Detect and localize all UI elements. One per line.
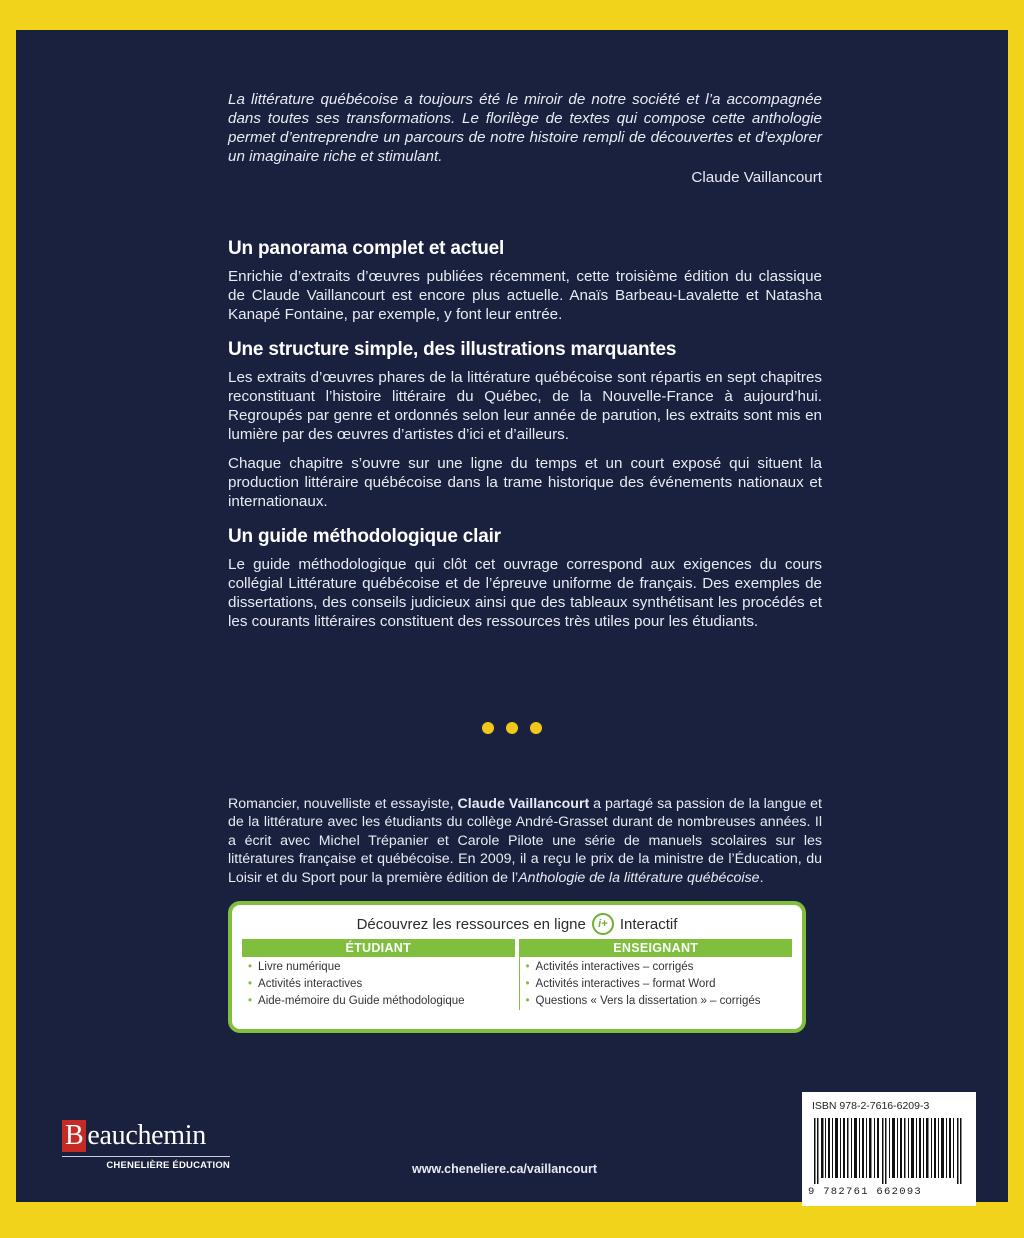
section-title: Un guide méthodologique clair: [228, 526, 501, 547]
barcode-icon: [812, 1118, 966, 1184]
barcode-box: [802, 1092, 976, 1206]
logo-subtitle: CHENELIÈRE ÉDUCATION: [106, 1160, 230, 1171]
separator-dots: [482, 722, 542, 734]
logo-divider: [62, 1156, 230, 1157]
cover-panel: [16, 30, 1008, 1202]
bio-author-name: Claude Vaillancourt: [457, 796, 590, 812]
logo-initial: B: [62, 1120, 86, 1152]
isbn-text: ISBN 978-2-7616-6209-3: [812, 1100, 930, 1112]
list-item: • Questions « Vers la dissertation » – corrigés: [526, 993, 793, 1010]
list-item: • Aide-mémoire du Guide méthodologique: [248, 993, 515, 1010]
teacher-header: ENSEIGNANT: [520, 939, 793, 957]
author-quote: La littérature québécoise a toujours été le miroir de notre société et l’a accompagnée dans toutes ses transformations. Le florilège de textes qui compose cette anthologie permet d’entreprendre un parcours de notre histoire rempli de découvertes et d’explorer un imaginaire riche et stimulant.: [228, 91, 822, 165]
section-structure: [228, 340, 822, 511]
interactive-label: Interactif: [619, 915, 678, 933]
interactive-icon: i+: [592, 913, 614, 935]
bio-text: .: [759, 869, 764, 886]
barcode-digits: 9 782761 662093: [808, 1186, 923, 1198]
list-item: • Activités interactives – format Word: [526, 976, 793, 993]
teacher-list: [520, 959, 793, 1010]
section-paragraph: Le guide méthodologique qui clôt cet ouvrage correspond aux exigences du cours collégial Littérature québécoise et de l’épreuve uniforme de français. Des exemples de dissertations, des conseils judicieux ainsi que des tableaux synthétisant les procédés et les courants littéraires constituent des ressources très utiles pour les étudiants.: [228, 556, 822, 630]
publisher-logo: [62, 1120, 230, 1171]
section-title: Un panorama complet et actuel: [228, 238, 505, 259]
resources-title: [232, 913, 802, 935]
bio-book-title: Anthologie de la littérature québécoise: [518, 869, 760, 886]
list-item: • Livre numérique: [248, 959, 515, 976]
author-bio: [228, 795, 822, 887]
main-content: [228, 90, 822, 641]
list-item: • Activités interactives – corrigés: [526, 959, 793, 976]
separator-dot: [482, 722, 494, 734]
resources-title-text: Découvrez les ressources en ligne: [356, 915, 586, 933]
separator-dot: [506, 722, 518, 734]
bio-text: Romancier, nouvelliste et essayiste,: [228, 796, 458, 812]
section-paragraph: Les extraits d’œuvres phares de la littérature québécoise sont répartis en sept chapitres reconstituant l’histoire littéraire du Québec, de la Nouvelle-France à aujourd’hui. Regroupés par genre et ordonnés selon leur année de parution, les extraits sont mis en lumière par des œuvres d’artistes d’ici et d’ailleurs.: [228, 369, 822, 443]
logo-wordmark: [62, 1120, 230, 1152]
quote-author: Claude Vaillancourt: [691, 169, 822, 186]
section-guide: [228, 527, 822, 631]
student-list: [242, 959, 515, 1010]
student-header: ÉTUDIANT: [242, 939, 515, 957]
website-url: www.cheneliere.ca/vaillancourt: [412, 1162, 598, 1176]
separator-dot: [530, 722, 542, 734]
student-resources: [242, 939, 515, 1010]
bio-text: a partagé sa passion de la langue et de la littérature avec les étudiants du collège André-Grasset durant de nombreuses années. Il a écrit avec Michel Trépanier et Carole Pilote une série de manuels scolaires sur les littératures française et québécoise. En 2009, il a reçu le prix de la ministre de l’Éducation, du Loisir et du Sport pour la première édition de l’: [228, 796, 823, 886]
section-panorama: [228, 239, 822, 324]
section-paragraph: Enrichie d’extraits d’œuvres publiées récemment, cette troisième édition du classique de Claude Vaillancourt est encore plus actuelle. Anaïs Barbeau-Lavalette et Natasha Kanapé Fontaine, par exemple, y font leur entrée.: [228, 268, 822, 323]
teacher-resources: [519, 939, 793, 1010]
online-resources-box: [228, 901, 806, 1033]
resources-columns: [242, 939, 792, 1010]
section-title: Une structure simple, des illustrations marquantes: [228, 339, 677, 360]
logo-name: eauchemin: [87, 1120, 206, 1151]
section-paragraph: Chaque chapitre s’ouvre sur une ligne du temps et un court exposé qui situent la production littéraire québécoise dans la trame historique des événements nationaux et internationaux.: [228, 455, 822, 510]
list-item: • Activités interactives: [248, 976, 515, 993]
